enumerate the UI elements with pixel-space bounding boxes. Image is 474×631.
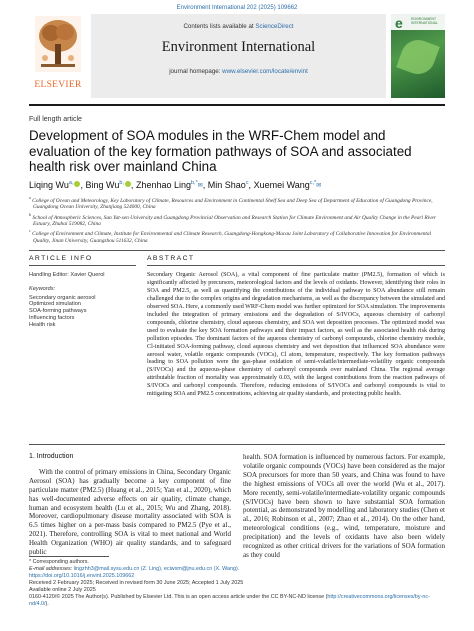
email-line: E-mail addresses: lingzhh3@mail.sysu.edu.cn (Z. Ling), eciwxm@jnu.edu.cn (X. Wang). (29, 566, 240, 572)
affiliation: $^a$ College of Ocean and Meteorology, Key Laboratory of Climate, Resources and Environment in Continental Shelf Sea and Deep Sea of Department of Education of Guangdong Province, Guangdong Ocean University, Zhanjiang 524000, China (29, 195, 433, 211)
mail-icon[interactable]: ✉ (197, 183, 203, 189)
handling-editor: Handling Editor: Xavier Querol (29, 272, 105, 278)
author-sup[interactable]: b,* (190, 180, 198, 186)
license-line: 0160-4120/© 2025 The Author(s). Published by Elsevier Ltd. This is an open access article under the CC BY-NC-ND license (http://creativecommons.org/licenses/by-nc-nd/4.0/). (29, 594, 430, 607)
sciencedirect-link[interactable]: ScienceDirect (255, 23, 294, 30)
cover-leaf-graphic (396, 35, 440, 79)
journal-header (29, 14, 445, 98)
divider (29, 265, 136, 266)
divider (29, 444, 445, 445)
elsevier-logo[interactable] (29, 14, 87, 98)
available-online: Available online 2 July 2025 (29, 587, 96, 593)
author-sup[interactable]: a, (68, 180, 74, 186)
keyword: Influencing factors (29, 314, 75, 321)
intro-right-column (243, 453, 445, 560)
section-heading: 1. Introduction (29, 453, 74, 460)
journal-title: Environment International (161, 39, 316, 55)
article-title: Development of SOA modules in the WRF-Chem model and evaluation of the key formation pathways of SOA and associated health risk over mainland China (29, 128, 412, 174)
keyword: Secondary organic aerosol (29, 294, 96, 301)
journal-cover-image[interactable] (391, 14, 445, 98)
intro-paragraph: With the control of primary emissions in China, Secondary Organic Aerosol (SOA) has gradually become a key component of fine particulate matter (PM2.5) (Huang et al., 2015; Yan et al., 2020), which has well-documented adverse effects on air quality, climate change, human and ecosystem health (Lu et al., 2015; Wu and Zhang, 2018). Moreover, cardiopulmonary disease mortality associated with SOA is 6.5 times higher on a per-mass basis compared to PM2.5 (Pye et al., 2021). Therefore, controlling SOA is vital to meet national and World Health Organization (WHO) air quality standards, and to safeguard public (29, 467, 231, 557)
author-sup[interactable]: c (245, 180, 249, 186)
author-list: Liqing $Wu^{a,}$ , Bing $Wu^{b,}$ , Zhenhao Ling$^{b,*}$✉, Min Shao$^c$, Xuemei Wang$^{c,*}$✉ (29, 180, 322, 190)
journal-masthead (91, 14, 386, 98)
mail-icon[interactable]: ✉ (316, 183, 322, 189)
footnotes (29, 559, 445, 608)
divider (29, 250, 445, 251)
divider (147, 265, 445, 266)
article-info (29, 255, 136, 329)
intro-left-column (29, 453, 231, 557)
author-name[interactable]: Zhenhao Ling (135, 180, 191, 190)
affiliation: $^b$ School of Atmospheric Sciences, Sun Yat-sen University and Guangdong Provincial Observation and Research Station for Climate Environment and Air Quality Change in the Pearl River Estuary, Zhuhai 519082, China (29, 211, 437, 227)
contents-prefix: Contents lists available at (183, 23, 256, 30)
author-name[interactable]: Min Shao (207, 180, 246, 190)
doi-link[interactable]: https://doi.org/10.1016/j.envint.2025.109662 (29, 573, 135, 579)
affiliation: $^c$ College of Environment and Climate, Institute for Environmental and Climate Research, Guangdong-Hongkong-Macau Joint Laboratory of Collaborative Innovation for Environmental Quality, Jinan University, Guangzhou 511632, China (29, 228, 432, 244)
homepage-line (91, 68, 386, 75)
cover-title: ENVIRONMENT INTERNATIONAL (411, 17, 438, 25)
article-type: Full length article (29, 116, 82, 123)
abstract (147, 255, 445, 399)
keyword: Health risk (29, 321, 56, 328)
license-link[interactable]: http://creativecommons.org/licenses/by-nc-nd/4.0/ (29, 594, 430, 607)
email-links[interactable]: lingzhh3@mail.sysu.edu.cn (Z. Ling), eciwxm@jnu.edu.cn (X. Wang). (73, 566, 240, 572)
abstract-label: ABSTRACT (147, 255, 195, 262)
journal-homepage-link[interactable]: www.elsevier.com/locate/envint (222, 68, 308, 75)
elsevier-tree-icon (35, 16, 81, 72)
cover-letter: e (395, 15, 403, 31)
orcid-icon[interactable] (74, 181, 80, 187)
affiliations (29, 195, 445, 245)
article-info-label: ARTICLE INFO (29, 255, 93, 262)
header-divider (29, 104, 445, 106)
author-name[interactable]: Xuemei Wang (253, 180, 310, 190)
journal-citation-link[interactable]: Environment International 202 (2025) 109662 (176, 5, 298, 11)
keyword: Optimized simulation (29, 301, 81, 308)
publisher-name: ELSEVIER (34, 80, 82, 90)
keywords-title: Keywords: (29, 285, 56, 292)
received-dates: Received 2 February 2025; Received in revised form 30 June 2025; Accepted 1 July 2025 (29, 580, 244, 586)
author-sup[interactable]: c,* (309, 180, 317, 186)
abstract-text: Secondary Organic Aerosol (SOA), a vital component of fine particulate matter (PM2.5), formation of which is significantly affected by precursors, meteorological factors and the levels of oxidants. However, identifying their roles in SOA and PM2.5, as well as quantifying the contributions of the individual pathway to SOA abundance still remain challenged due to the complex origins and degradation mechanisms, as well as the discrepancy between the simulated and observed SOA. Here, a commonly used WRF-Chem model was further optimized for SOA simulation. The improvements included the integration of primary emissions and the degradation of S/IVOCs, aqueous chemistry of carbonyl compounds, chlorine chemistry, cloud aqueous chemistry, and SOA wet deposition processes. The optimized model was used to evaluate the key SOA formation pathways and their impact factors, as well as the associated health risk during pollution episodes. The dominant factors of the aqueous chemistry of carbonyl compounds, chlorine chemistry module, Cl-initiated SOA-forming pathway, cloud aqueous chemistry and wet deposition that influenced SOA abundance were aerosol water, volatile organic compounds (VOCs), Cl atom, temperature, respectively. The key formation pathways leading to SOA pollution were the gas-phase oxidation of semi-volatile/intermediate-volatility organic compounds (S/IVOCs) and the aqueous-phase chemistry of carbonyl compounds over mainland China. The regional average attributable fraction of mortality was approximately 0.03, with the largest contributions from the reaction pathways of S/IVOCs and carbonyl compounds. Therefore, reducing emissions of S/IVOCs and carbonyl compounds is vital to mitigating SOA and PM2.5 concentrations, achieving air quality standards, and protecting public health. (147, 272, 445, 398)
homepage-prefix: journal homepage: (169, 68, 223, 75)
contents-line (91, 23, 386, 30)
orcid-icon[interactable] (125, 181, 131, 187)
author-name[interactable]: Liqing Wu (29, 180, 69, 190)
author-sup[interactable]: b, (119, 180, 124, 186)
keyword: SOA-forming pathways (29, 308, 87, 315)
corresponding-note: * Corresponding authors. (29, 559, 89, 565)
footnote-divider (29, 556, 109, 557)
intro-paragraph-continued: health. SOA formation is influenced by numerous factors. For example, volatile organic compounds (VOCs) have been considered as the major SOA precursors for more than 50 years, and China was found to have the highest emissions of VOCs all over the world (Wu et al., 2017). More recently, semi-volatile/intermediate-volatility organic compounds (S/IVOCs) have been shown to have substantial SOA formation potential, as demonstrated by modelling and laboratory studies (Chen et al., 2016; Robinson et al., 2007; Zhao et al., 2014). On the other hand, meteorological conditions (e.g., wind, temperature, moisture and precipitation) and the levels of oxidants have also been widely recognized as other critical drivers for the variations of SOA formation as they could (243, 453, 445, 559)
author-name[interactable]: Bing Wu (85, 180, 120, 190)
